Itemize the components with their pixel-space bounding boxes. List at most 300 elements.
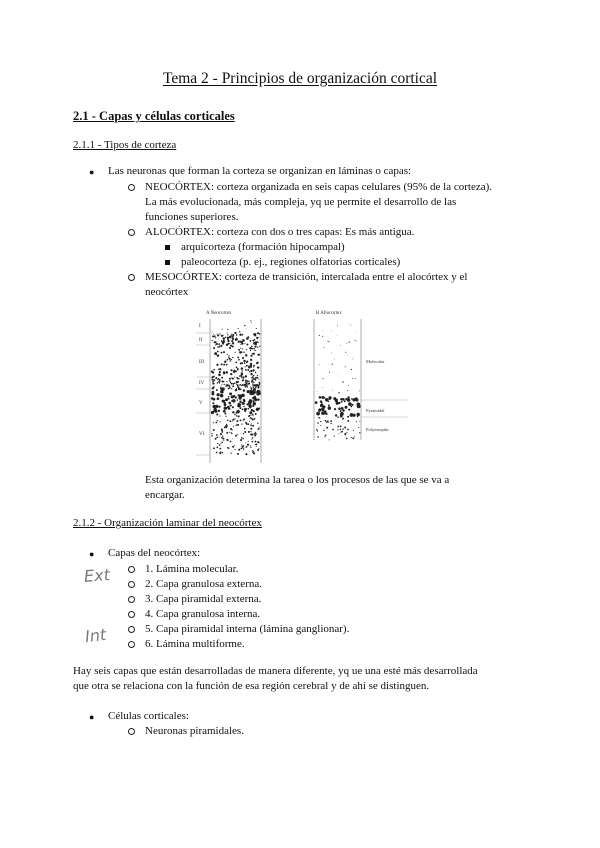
neuron-cell-dot <box>226 381 227 382</box>
neuron-cell-dot <box>242 408 244 410</box>
neocortex-layer-item: 1. Lámina molecular. <box>145 563 239 575</box>
neuron-cell-dot <box>243 445 244 446</box>
neuron-cell-dot <box>347 416 349 418</box>
bullet-circle-icon <box>128 566 135 573</box>
neuron-cell-dot <box>237 356 239 358</box>
neuron-cell-dot <box>339 392 340 393</box>
neuron-cell-dot <box>252 441 254 443</box>
neuron-cell-dot <box>352 359 353 360</box>
neocortex-panel <box>196 311 261 463</box>
neuron-cell-dot <box>245 366 246 367</box>
layer-label-iii: III <box>199 360 204 365</box>
neuron-cell-dot <box>240 448 242 450</box>
neuron-cell-dot <box>219 437 220 438</box>
bullet-circle-icon <box>128 641 135 648</box>
neuron-cell-dot <box>251 377 253 379</box>
neuron-cell-dot <box>241 372 244 375</box>
neuron-cell-dot <box>255 379 257 381</box>
neuron-cell-dot <box>218 369 220 371</box>
neuron-cell-dot <box>348 402 352 406</box>
neuron-cell-dot <box>353 430 354 431</box>
neuron-cell-dot <box>232 343 234 345</box>
neuron-cell-dot <box>257 347 258 348</box>
neuron-cell-dot <box>244 408 247 411</box>
neuron-cell-dot <box>224 384 225 385</box>
neuron-cell-dot <box>316 429 318 431</box>
neuron-cell-dot <box>330 420 332 422</box>
neuron-cell-dot <box>211 411 214 414</box>
neuron-cell-dot <box>253 370 254 371</box>
neuron-cell-dot <box>232 334 234 336</box>
neuron-cell-dot <box>252 450 253 451</box>
neuron-cell-dot <box>242 357 244 359</box>
neuron-cell-dot <box>243 418 245 420</box>
neuron-cell-dot <box>348 323 349 324</box>
neuron-cell-dot <box>226 432 228 434</box>
neuron-cell-dot <box>242 379 244 381</box>
neuron-cell-dot <box>211 393 214 396</box>
neuron-cell-dot <box>254 334 256 336</box>
neuron-cell-dot <box>228 447 230 449</box>
neuron-cell-dot <box>236 424 238 426</box>
neuron-cell-dot <box>230 360 231 361</box>
neuron-cell-dot <box>243 360 245 362</box>
neocortex-layer-labels <box>199 324 205 437</box>
subsection-heading-2-1-2: 2.1.2 - Organización laminar del neocórtex <box>73 517 262 529</box>
neuron-cell-dot <box>215 353 217 355</box>
neuron-cell-dot <box>227 406 230 409</box>
neuron-cell-dot <box>245 453 247 455</box>
neuron-cell-dot <box>211 397 213 399</box>
neuron-cell-dot <box>254 435 256 437</box>
neuron-cell-dot <box>217 351 219 353</box>
neuron-cell-dot <box>258 354 260 356</box>
neuron-cell-dot <box>229 432 230 433</box>
neuron-cell-dot <box>250 320 251 321</box>
neuron-cell-dot <box>344 427 346 429</box>
neuron-cell-dot <box>247 381 248 382</box>
neuron-cell-dot <box>340 398 342 400</box>
neuron-cell-dot <box>249 415 251 417</box>
neuron-cell-dot <box>253 365 255 367</box>
neuron-cell-dot <box>252 383 253 384</box>
neuron-cell-dot <box>212 331 213 332</box>
figure-caption-line-1: Esta organización determina la tarea o los procesos de las que se va a <box>145 474 450 486</box>
neuron-cell-dot <box>328 406 332 410</box>
neuron-cell-dot <box>251 423 252 424</box>
neuron-cell-dot <box>236 377 238 379</box>
bullet-circle-icon <box>128 611 135 618</box>
neuron-cell-dot <box>219 406 221 408</box>
neuron-cell-dot <box>321 411 325 415</box>
neuron-cell-dot <box>259 346 260 347</box>
neuron-cell-dot <box>230 393 232 395</box>
neuron-cell-dot <box>237 369 238 370</box>
neuron-cell-dot <box>213 381 214 382</box>
neuron-cell-dot <box>227 354 228 355</box>
neuron-cell-dot <box>255 391 257 393</box>
neuron-cell-dot <box>243 351 245 353</box>
figure-caption-line-2: encargar. <box>145 489 185 501</box>
neuron-cell-dot <box>350 406 352 408</box>
neuron-cell-dot <box>324 436 325 437</box>
neuron-cell-dot <box>252 414 254 416</box>
neuron-cell-dot <box>241 444 242 445</box>
neuron-cell-dot <box>240 440 241 441</box>
neuron-cell-dot <box>220 386 221 387</box>
neuron-cell-dot <box>353 357 354 358</box>
handwritten-note-int: Int <box>84 624 108 647</box>
neuron-cell-dot <box>248 431 250 433</box>
neuron-cell-dot <box>244 431 246 433</box>
neuron-cell-dot <box>226 424 227 425</box>
neuron-cell-dot <box>247 408 249 410</box>
neuron-cell-dot <box>315 401 318 404</box>
neuron-cell-dot <box>214 379 216 381</box>
neuron-cell-dot <box>338 393 339 394</box>
neuron-cell-dot <box>246 423 248 425</box>
neuron-cell-dot <box>255 372 256 373</box>
neuron-cell-dot <box>359 432 360 433</box>
neuron-cell-dot <box>253 375 255 377</box>
neuron-cell-dot <box>224 361 226 363</box>
neuron-cell-dot <box>253 410 255 412</box>
neuron-cell-dot <box>252 418 254 420</box>
neuron-cell-dot <box>217 420 218 421</box>
neuron-cell-dot <box>231 432 232 433</box>
neuron-cell-dot <box>346 343 347 344</box>
neuron-cell-dot <box>328 341 329 342</box>
alocortex-line: ALOCÓRTEX: corteza con dos o tres capas: Es más antigua. <box>145 226 415 238</box>
neuron-cell-dot <box>337 323 338 324</box>
neuron-cell-dot <box>217 379 218 380</box>
neuron-cell-dot <box>328 422 329 423</box>
neuron-cell-dot <box>238 341 239 342</box>
neuron-cell-dot <box>219 421 220 422</box>
neuron-cell-dot <box>240 351 242 353</box>
neuron-cell-dot <box>347 432 348 433</box>
neuron-cell-dot <box>250 424 252 426</box>
neuron-cell-dot <box>230 369 232 371</box>
neuron-cell-dot <box>216 434 218 436</box>
neuron-cell-dot <box>215 422 217 424</box>
subsection-heading-2-1-1: 2.1.1 - Tipos de corteza <box>73 139 177 151</box>
neuron-cell-dot <box>243 433 244 434</box>
neuron-cell-dot <box>257 378 258 379</box>
neuron-cell-dot <box>244 428 246 430</box>
neuron-cell-dot <box>219 379 221 381</box>
neuron-cell-dot <box>223 400 225 402</box>
neuron-cell-dot <box>252 348 253 349</box>
neuron-cell-dot <box>252 437 253 438</box>
neuron-cell-dot <box>321 408 324 411</box>
neuron-cell-dot <box>258 448 259 449</box>
neuron-cell-dot <box>234 383 236 385</box>
neuron-cell-dot <box>335 414 337 416</box>
neuron-cell-dot <box>212 402 214 404</box>
neuron-cell-dot <box>322 336 323 337</box>
neuron-cell-dot <box>253 382 254 383</box>
mesocortex-line-1: MESOCÓRTEX: corteza de transición, intercalada entre el alocórtex y el <box>145 271 468 283</box>
neuron-cell-dot <box>316 412 320 416</box>
neuron-cell-dot <box>256 362 258 364</box>
neuron-cell-dot <box>250 370 252 372</box>
neuron-cell-dot <box>230 420 232 422</box>
neuron-cell-dot <box>246 337 247 338</box>
neuron-cell-dot <box>244 362 245 363</box>
neuron-cell-dot <box>352 378 353 379</box>
neuron-cell-dot <box>331 331 332 332</box>
neuron-cell-dot <box>251 415 252 416</box>
neuron-cell-dot <box>213 347 215 349</box>
neuron-cell-dot <box>231 395 234 398</box>
neuron-cell-dot <box>232 429 233 430</box>
neuron-cell-dot <box>250 445 251 446</box>
neuron-cell-dot <box>243 448 244 449</box>
neuron-cell-dot <box>250 428 252 430</box>
neuron-cell-dot <box>213 429 215 431</box>
neuron-cell-dot <box>230 335 232 337</box>
neuron-cell-dot <box>230 429 231 430</box>
neuron-cell-dot <box>357 416 359 418</box>
neuron-cell-dot <box>322 378 323 379</box>
neuron-cell-dot <box>217 355 219 357</box>
neuron-cell-dot <box>359 421 360 422</box>
neuron-cell-dot <box>223 337 225 339</box>
neuron-cell-dot <box>213 334 214 335</box>
neuron-cell-dot <box>254 418 255 419</box>
neuron-cell-dot <box>241 437 243 439</box>
neuron-cell-dot <box>322 331 323 332</box>
neuron-cell-dot <box>217 398 219 400</box>
neuron-cell-dot <box>249 347 252 350</box>
neuron-cell-dot <box>255 413 257 415</box>
neuron-cell-dot <box>258 390 261 393</box>
neuron-cell-dot <box>317 431 318 432</box>
neuron-cell-dot <box>217 335 219 337</box>
neuron-cell-dot <box>257 449 259 451</box>
neuron-cell-dot <box>229 378 231 380</box>
neuron-cell-dot <box>250 431 251 432</box>
neuron-cell-dot <box>218 410 220 412</box>
neuron-cell-dot <box>232 411 234 413</box>
neuron-cell-dot <box>319 335 320 336</box>
neuron-cell-dot <box>234 414 236 416</box>
allocortex-panel <box>314 311 408 440</box>
bullet-circle-icon <box>128 596 135 603</box>
neuron-cell-dot <box>334 359 335 360</box>
neuron-cell-dot <box>238 403 241 406</box>
neuron-cell-dot <box>216 437 218 439</box>
mesocortex-line-2: neocórtex <box>145 286 189 298</box>
neuron-cell-dot <box>237 453 239 455</box>
neuron-cell-dot <box>352 398 355 401</box>
neuron-cell-dot <box>349 341 350 342</box>
neuron-cell-dot <box>242 384 244 386</box>
neuron-cell-dot <box>242 341 244 343</box>
neuron-cell-dot <box>221 363 223 365</box>
neuron-cell-dot <box>221 437 223 439</box>
neuron-cell-dot <box>249 421 250 422</box>
neuron-cell-dot <box>211 435 213 437</box>
neuron-cell-dot <box>320 425 321 426</box>
neuron-cell-dot <box>240 388 242 390</box>
neuron-cell-dot <box>247 390 250 393</box>
neuron-cell-dot <box>233 426 234 427</box>
neuron-cell-dot <box>255 444 256 445</box>
neuron-cell-dot <box>238 359 240 361</box>
paragraph-line-1: Hay seis capas que están desarrolladas de manera diferente, yq ue una esté más desarrollada <box>73 665 478 677</box>
neuron-cell-dot <box>342 428 343 429</box>
cell-sub-piramidales: Neuronas piramidales. <box>145 725 244 737</box>
neuron-cell-dot <box>359 390 360 391</box>
neuron-cell-dot <box>325 435 326 436</box>
neuron-cell-dot <box>216 452 218 454</box>
neuron-cell-dot <box>222 342 224 344</box>
neuron-cell-dot <box>219 371 221 373</box>
neuron-cell-dot <box>216 414 218 416</box>
neuron-cell-dot <box>240 375 242 377</box>
neuron-cell-dot <box>258 408 260 410</box>
neuron-cell-dot <box>355 398 358 401</box>
neuron-cell-dot <box>215 337 216 338</box>
neuron-cell-dot <box>247 444 249 446</box>
neuron-cell-dot <box>337 325 338 326</box>
neuron-cell-dot <box>356 421 357 422</box>
neuron-cell-dot <box>325 420 327 422</box>
neuron-cell-dot <box>244 343 245 344</box>
neuron-cell-dot <box>240 420 241 421</box>
neuron-cell-dot <box>336 402 339 405</box>
neuron-cell-dot <box>239 397 241 399</box>
neuron-cell-dot <box>347 390 348 391</box>
neuron-cell-dot <box>238 415 240 417</box>
neuron-cell-dot <box>240 384 242 386</box>
neuron-cell-dot <box>222 329 223 330</box>
neuron-cell-dot <box>222 436 223 437</box>
neuron-cell-dot <box>320 400 322 402</box>
neuron-cell-dot <box>216 364 218 366</box>
neuron-cell-dot <box>348 342 349 343</box>
neuron-cell-dot <box>250 340 252 342</box>
neuron-cell-dot <box>232 399 235 402</box>
neuron-cell-dot <box>230 441 232 443</box>
neuron-cell-dot <box>219 415 220 416</box>
neuron-cell-dot <box>344 400 346 402</box>
neuron-cell-dot <box>248 366 250 368</box>
allo-layer-polymorphic: Polymorphic <box>366 427 390 432</box>
bullet-circle-icon <box>128 184 135 191</box>
neuron-cell-dot <box>227 333 228 334</box>
bullet-square-icon <box>165 245 170 250</box>
neuron-cell-dot <box>246 446 247 447</box>
neocortex-layer-item: 6. Lámina multiforme. <box>145 638 245 650</box>
neuron-cell-dot <box>343 382 344 383</box>
neuron-cell-dot <box>250 355 252 357</box>
neuron-cell-dot <box>253 378 254 379</box>
neuron-cell-dot <box>318 409 321 412</box>
neuron-cell-dot <box>247 369 249 371</box>
neuron-cell-dot <box>231 377 232 378</box>
neuron-cell-dot <box>355 340 356 341</box>
neuron-cell-dot <box>249 406 251 408</box>
neuron-cell-dot <box>347 429 349 431</box>
neuron-cell-dot <box>250 366 252 368</box>
neuron-cell-dot <box>327 400 329 402</box>
neuron-cell-dot <box>241 394 245 398</box>
neuron-cell-dot <box>248 401 252 405</box>
neuron-cell-dot <box>226 384 227 385</box>
neuron-cell-dot <box>219 448 221 450</box>
neuron-cell-dot <box>232 346 234 348</box>
bullet-circle-icon <box>128 274 135 281</box>
neuron-cell-dot <box>339 433 340 434</box>
neuron-cell-dot <box>211 340 212 341</box>
neuron-cell-dot <box>220 451 221 452</box>
neuron-cell-dot <box>247 336 249 338</box>
neuron-cell-dot <box>231 333 232 334</box>
neocortex-cells <box>211 320 261 455</box>
neuron-cell-dot <box>352 437 354 439</box>
allo-layer-molecular: Molecular <box>366 359 385 364</box>
neuron-cell-dot <box>331 353 332 354</box>
neuron-cell-dot <box>217 346 218 347</box>
neuron-cell-dot <box>337 335 338 336</box>
neuron-cell-dot <box>250 386 251 387</box>
neuron-cell-dot <box>237 381 239 383</box>
neuron-cell-dot <box>211 433 212 434</box>
neuron-cell-dot <box>340 429 341 430</box>
neuron-cell-dot <box>347 354 348 355</box>
neuron-cell-dot <box>229 358 231 360</box>
neuron-cell-dot <box>245 375 247 377</box>
neuron-cell-dot <box>212 387 214 389</box>
neuron-cell-dot <box>254 385 255 386</box>
neuron-cell-dot <box>219 382 220 383</box>
bullet-text-capas: Capas del neocórtex: <box>108 547 201 559</box>
neuron-cell-dot <box>242 402 245 405</box>
neuron-cell-dot <box>220 443 221 444</box>
neocortex-layer-item: 5. Capa piramidal interna (lámina ganglionar). <box>145 623 350 635</box>
allocortex-cells <box>315 323 361 441</box>
neuron-cell-dot <box>318 417 319 418</box>
neuron-cell-dot <box>212 336 214 338</box>
neuron-cell-dot <box>338 425 339 426</box>
neuron-cell-dot <box>232 419 234 421</box>
neuron-cell-dot <box>317 422 319 424</box>
neuron-cell-dot <box>258 383 260 385</box>
neuron-cell-dot <box>234 418 235 419</box>
neuron-cell-dot <box>229 387 231 389</box>
section-heading-2-1: 2.1 - Capas y células corticales <box>73 109 235 123</box>
neuron-cell-dot <box>246 360 248 362</box>
neuron-cell-dot <box>250 417 252 419</box>
neuron-cell-dot <box>236 334 238 336</box>
neuron-cell-dot <box>340 410 342 412</box>
neuron-cell-dot <box>243 438 244 439</box>
neuron-cell-dot <box>337 416 339 418</box>
neuron-cell-dot <box>241 423 242 424</box>
neuron-cell-dot <box>252 386 254 388</box>
neuron-cell-dot <box>257 423 258 424</box>
neuron-cell-dot <box>230 373 232 375</box>
neuron-cell-dot <box>342 381 343 382</box>
neuron-cell-dot <box>245 354 247 356</box>
neuron-cell-dot <box>244 386 245 387</box>
neuron-cell-dot <box>230 382 231 383</box>
neuron-cell-dot <box>348 409 350 411</box>
neuron-cell-dot <box>236 434 237 435</box>
